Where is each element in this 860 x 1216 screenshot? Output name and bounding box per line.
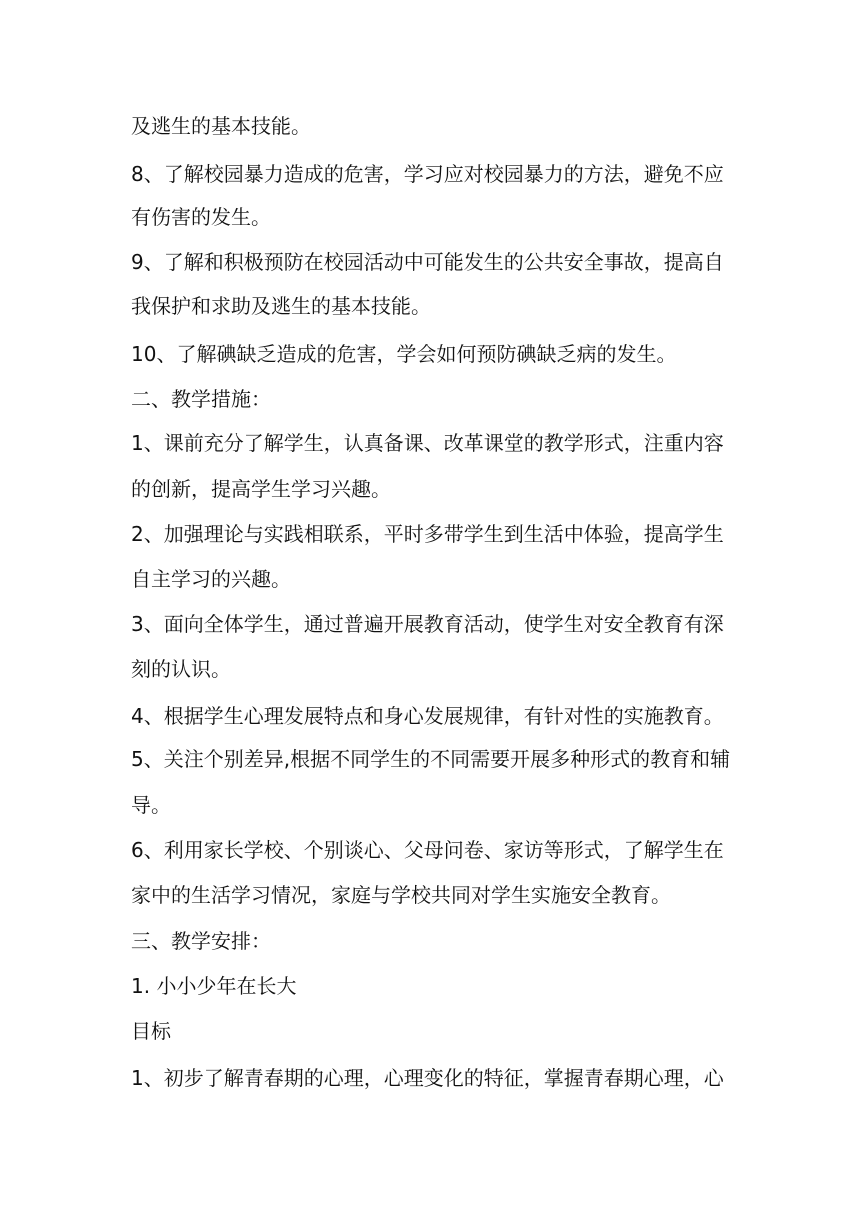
section-heading: 三、教学安排：	[131, 929, 271, 953]
text-line: 及逃生的基本技能。	[131, 114, 311, 138]
text-line: 1、初步了解青春期的心理，心理变化的特征，掌握青春期心理，心	[131, 1066, 724, 1090]
text-line: 的创新，提高学生学习兴趣。	[131, 477, 391, 501]
text-line: 有伤害的发生。	[131, 205, 271, 229]
text-line: 9、了解和积极预防在校园活动中可能发生的公共安全事故，提高自	[131, 250, 724, 274]
text-line: 4、根据学生心理发展特点和身心发展规律，有针对性的实施教育。	[131, 704, 724, 728]
text-line: 刻的认识。	[131, 657, 231, 681]
text-line: 6、利用家长学校、个别谈心、父母问卷、家访等形式，了解学生在	[131, 838, 724, 862]
text-line: 1、课前充分了解学生，认真备课、改革课堂的教学形式，注重内容	[131, 431, 724, 455]
text-line: 我保护和求助及逃生的基本技能。	[131, 294, 431, 318]
text-line: 8、了解校园暴力造成的危害，学习应对校园暴力的方法，避免不应	[131, 162, 724, 186]
text-line: 5、关注个别差异,根据不同学生的不同需要开展多种形式的教育和辅	[131, 747, 731, 771]
text-line: 1. 小小少年在长大	[131, 974, 297, 998]
text-line: 2、加强理论与实践相联系，平时多带学生到生活中体验，提高学生	[131, 522, 724, 546]
text-line: 目标	[131, 1019, 171, 1043]
text-line: 10、了解碘缺乏造成的危害，学会如何预防碘缺乏病的发生。	[131, 342, 677, 366]
text-line: 自主学习的兴趣。	[131, 567, 291, 591]
section-heading: 二、教学措施：	[131, 387, 271, 411]
text-line: 3、面向全体学生，通过普遍开展教育活动，使学生对安全教育有深	[131, 612, 724, 636]
text-line: 导。	[131, 793, 171, 817]
text-line: 家中的生活学习情况，家庭与学校共同对学生实施安全教育。	[131, 883, 671, 907]
